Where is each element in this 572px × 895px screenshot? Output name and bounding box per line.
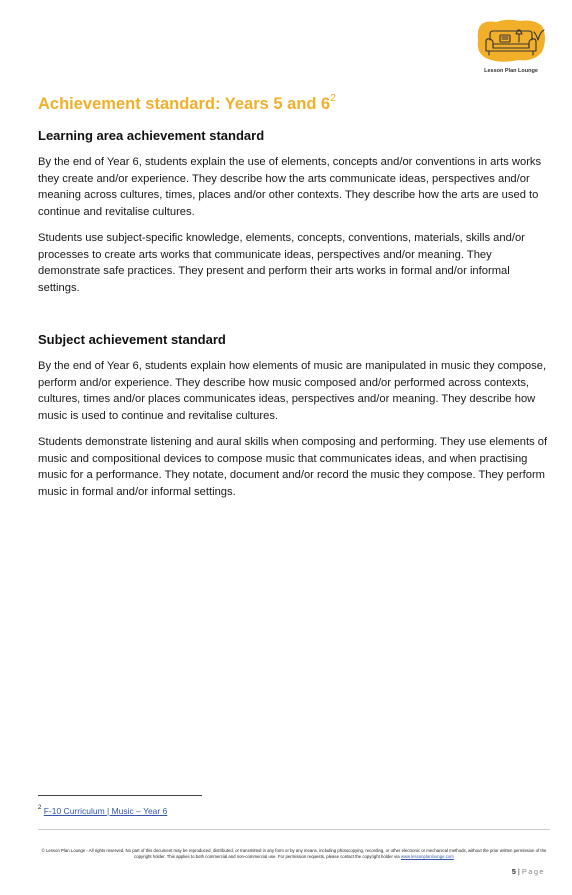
page-title-text: Achievement standard: Years 5 and 6: [38, 95, 331, 113]
footnote-link[interactable]: F-10 Curriculum | Music – Year 6: [43, 806, 168, 816]
logo-text: Lesson Plan Lounge: [484, 68, 538, 74]
copyright-website-link[interactable]: www.lessonplanlounge.com: [400, 854, 454, 859]
learning-area-paragraph-1: By the end of Year 6, students explain the use of elements, concepts and/or conventions in arts works they create and/or experience. They describe how the arts communicate ideas, perspectives and/or meaning across cultures, times, places and/or other contexts. They describe how the arts are used to continue and revitalise cultures.: [38, 156, 542, 219]
subject-heading: Subject achievement standard: [38, 332, 226, 347]
page-word: Page: [521, 867, 545, 876]
title-footnote-marker: 2: [330, 93, 336, 104]
page-number: [512, 867, 545, 876]
copyright-notice: [40, 848, 548, 860]
sofa-logo-icon: [474, 18, 548, 68]
footnote-marker: 2: [38, 805, 42, 811]
copyright-text: © Lesson Plan Lounge - All rights reserved. No part of this document may be reproduced, distributed, or transmitted in any form or by any means, including photocopying, recording, or other electronic or mechanical methods, without the prior written permission of the copyright holder. This applies to both commercial and non-commercial use. For permission requests, please contact the copyright holder via: [41, 848, 547, 859]
learning-area-heading: Learning area achievement standard: [38, 128, 265, 143]
footnote: [38, 806, 167, 816]
footer-divider: [38, 829, 550, 830]
subject-paragraph-1: By the end of Year 6, students explain how elements of music are manipulated in music they compose, perform and/or experience. They describe how music composed and/or performed across contexts, cultures, times and/or places communicates ideas, perspectives and/or meaning. They describe how music is used to continue and revitalise cultures.: [38, 360, 547, 423]
subject-paragraph-2: Students demonstrate listening and aural skills when composing and performing. They use elements of music and compositional devices to compose music that communicates ideas, and when practising music for a performance. They notate, document and/or record the music they compose. They perform music in formal and/or informal settings.: [38, 436, 548, 499]
page-title: [38, 95, 336, 114]
page-number-separator: |: [517, 867, 520, 876]
learning-area-paragraph-2: Students use subject-specific knowledge, elements, concepts, conventions, materials, skills and/or processes to create arts works that communicate ideas, perspectives and/or meaning. They demonstrate safe practices. They present and perform their arts works in formal and/or informal settings.: [38, 232, 525, 295]
footnote-divider: [38, 795, 202, 796]
page-number-value: 5: [511, 867, 516, 876]
lesson-plan-lounge-logo: [474, 18, 548, 80]
